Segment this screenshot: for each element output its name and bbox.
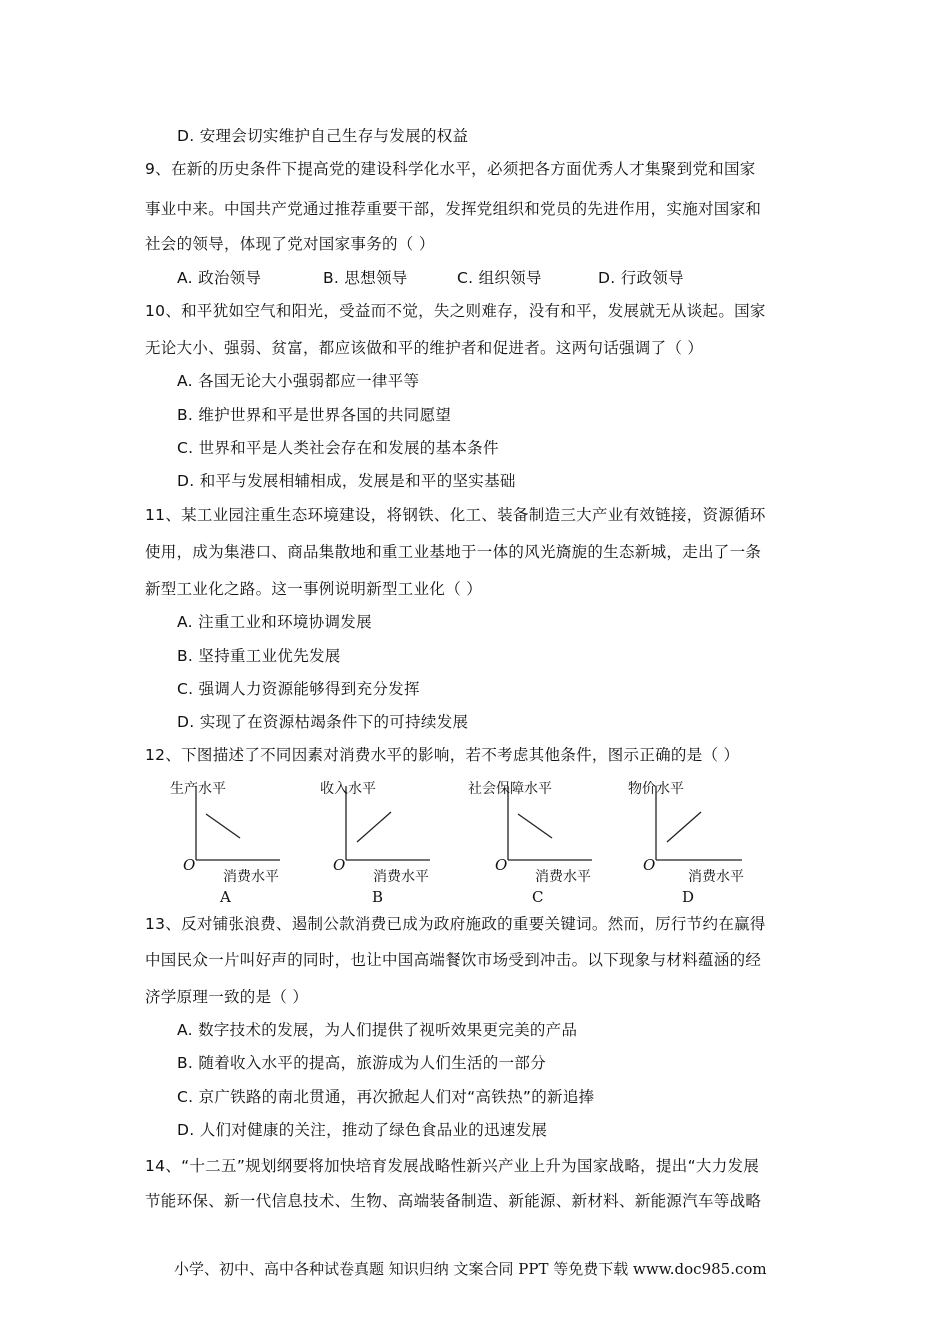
figure-a-letter: A (220, 888, 231, 906)
figure-d-ylabel: 物价水平 (628, 781, 684, 797)
figure-b-origin: O (333, 856, 346, 874)
q9-stem-line-1: 9、在新的历史条件下提高党的建设科学化水平，必须把各方面优秀人才集聚到党和国家 (145, 160, 756, 178)
q10-option-d: D. 和平与发展相辅相成，发展是和平的坚实基础 (177, 472, 516, 490)
figure-c-origin: O (495, 856, 508, 874)
q9-stem-line-3: 社会的领导，体现了党对国家事务的（ ） (145, 235, 435, 253)
q11-option-d: D. 实现了在资源枯竭条件下的可持续发展 (177, 713, 469, 731)
figure-d-origin: O (643, 856, 656, 874)
q11-option-c: C. 强调人力资源能够得到充分发挥 (177, 680, 420, 698)
q10-option-a: A. 各国无论大小强弱都应一律平等 (177, 372, 420, 390)
figure-b (318, 772, 448, 910)
figure-b-line (357, 812, 391, 842)
figure-a-ylabel: 生产水平 (170, 781, 226, 797)
figure-a-xlabel: 消费水平 (223, 869, 279, 885)
q13-option-a: A. 数字技术的发展，为人们提供了视听效果更完美的产品 (177, 1021, 578, 1039)
figure-d-letter: D (682, 888, 695, 906)
figure-d-xlabel: 消费水平 (688, 869, 744, 885)
figure-b-letter: B (372, 888, 384, 906)
q11-stem-line-3: 新型工业化之路。这一事例说明新型工业化（ ） (145, 580, 483, 598)
q9-option-c: C. 组织领导 (457, 269, 542, 287)
q11-option-b: B. 坚持重工业优先发展 (177, 647, 341, 665)
figure-c-xlabel: 消费水平 (535, 869, 591, 885)
q10-option-b: B. 维护世界和平是世界各国的共同愿望 (177, 406, 452, 424)
q9-option-d: D. 行政领导 (598, 269, 684, 287)
q13-option-c: C. 京广铁路的南北贯通，再次掀起人们对“高铁热”的新追捧 (177, 1088, 595, 1106)
figure-d-line (667, 812, 701, 842)
q9-option-b: B. 思想领导 (323, 269, 408, 287)
q9-option-a: A. 政治领导 (177, 269, 262, 287)
figure-a-origin: O (183, 856, 196, 874)
q11-stem-line-1: 11、某工业园注重生态环境建设，将钢铁、化工、装备制造三大产业有效链接，资源循环 (145, 506, 766, 524)
q11-stem-line-2: 使用，成为集港口、商品集散地和重工业基地于一体的风光旖旎的生态新城，走出了一条 (145, 543, 762, 561)
q12-stem: 12、下图描述了不同因素对消费水平的影响，若不考虑其他条件，图示正确的是（ ） (145, 746, 740, 764)
q9-stem-line-2: 事业中来。中国共产党通过推荐重要干部，发挥党组织和党员的先进作用，实施对国家和 (145, 200, 762, 218)
figure-b-ylabel: 收入水平 (320, 781, 376, 797)
q8-option-d: D. 安理会切实维护自己生存与发展的权益 (177, 127, 469, 145)
q13-stem-line-3: 济学原理一致的是（ ） (145, 988, 309, 1006)
figure-a-line (206, 814, 240, 838)
q14-stem-line-1: 14、“十二五”规划纲要将加快培育发展战略性新兴产业上升为国家战略，提出“大力发展 (145, 1157, 760, 1175)
q11-option-a: A. 注重工业和环境协调发展 (177, 613, 372, 631)
q13-option-d: D. 人们对健康的关注，推动了绿色食品业的迅速发展 (177, 1121, 548, 1139)
q13-stem-line-1: 13、反对铺张浪费、遏制公款消费已成为政府施政的重要关键词。然而，厉行节约在赢得 (145, 915, 766, 933)
figure-c (468, 772, 598, 910)
q10-stem-line-1: 10、和平犹如空气和阳光，受益而不觉，失之则难存，没有和平，发展就无从谈起。国家 (145, 302, 766, 320)
q10-stem-line-2: 无论大小、强弱、贫富，都应该做和平的维护者和促进者。这两句话强调了（ ） (145, 339, 704, 357)
q14-stem-line-2: 节能环保、新一代信息技术、生物、高端装备制造、新能源、新材料、新能源汽车等战略 (145, 1192, 762, 1210)
figure-c-letter: C (532, 888, 544, 906)
figure-a (168, 772, 298, 910)
q13-stem-line-2: 中国民众一片叫好声的同时，也让中国高端餐饮市场受到冲击。以下现象与材料蕴涵的经 (145, 951, 762, 969)
q13-option-b: B. 随着收入水平的提高，旅游成为人们生活的一部分 (177, 1054, 546, 1072)
figure-d (626, 772, 756, 910)
figure-b-xlabel: 消费水平 (373, 869, 429, 885)
figure-c-line (518, 814, 552, 838)
q10-option-c: C. 世界和平是人类社会存在和发展的基本条件 (177, 439, 499, 457)
footer-watermark: 小学、初中、高中各种试卷真题 知识归纳 文案合同 PPT 等免费下载 www.doc985.com (174, 1260, 767, 1278)
figure-c-ylabel: 社会保障水平 (468, 781, 552, 797)
